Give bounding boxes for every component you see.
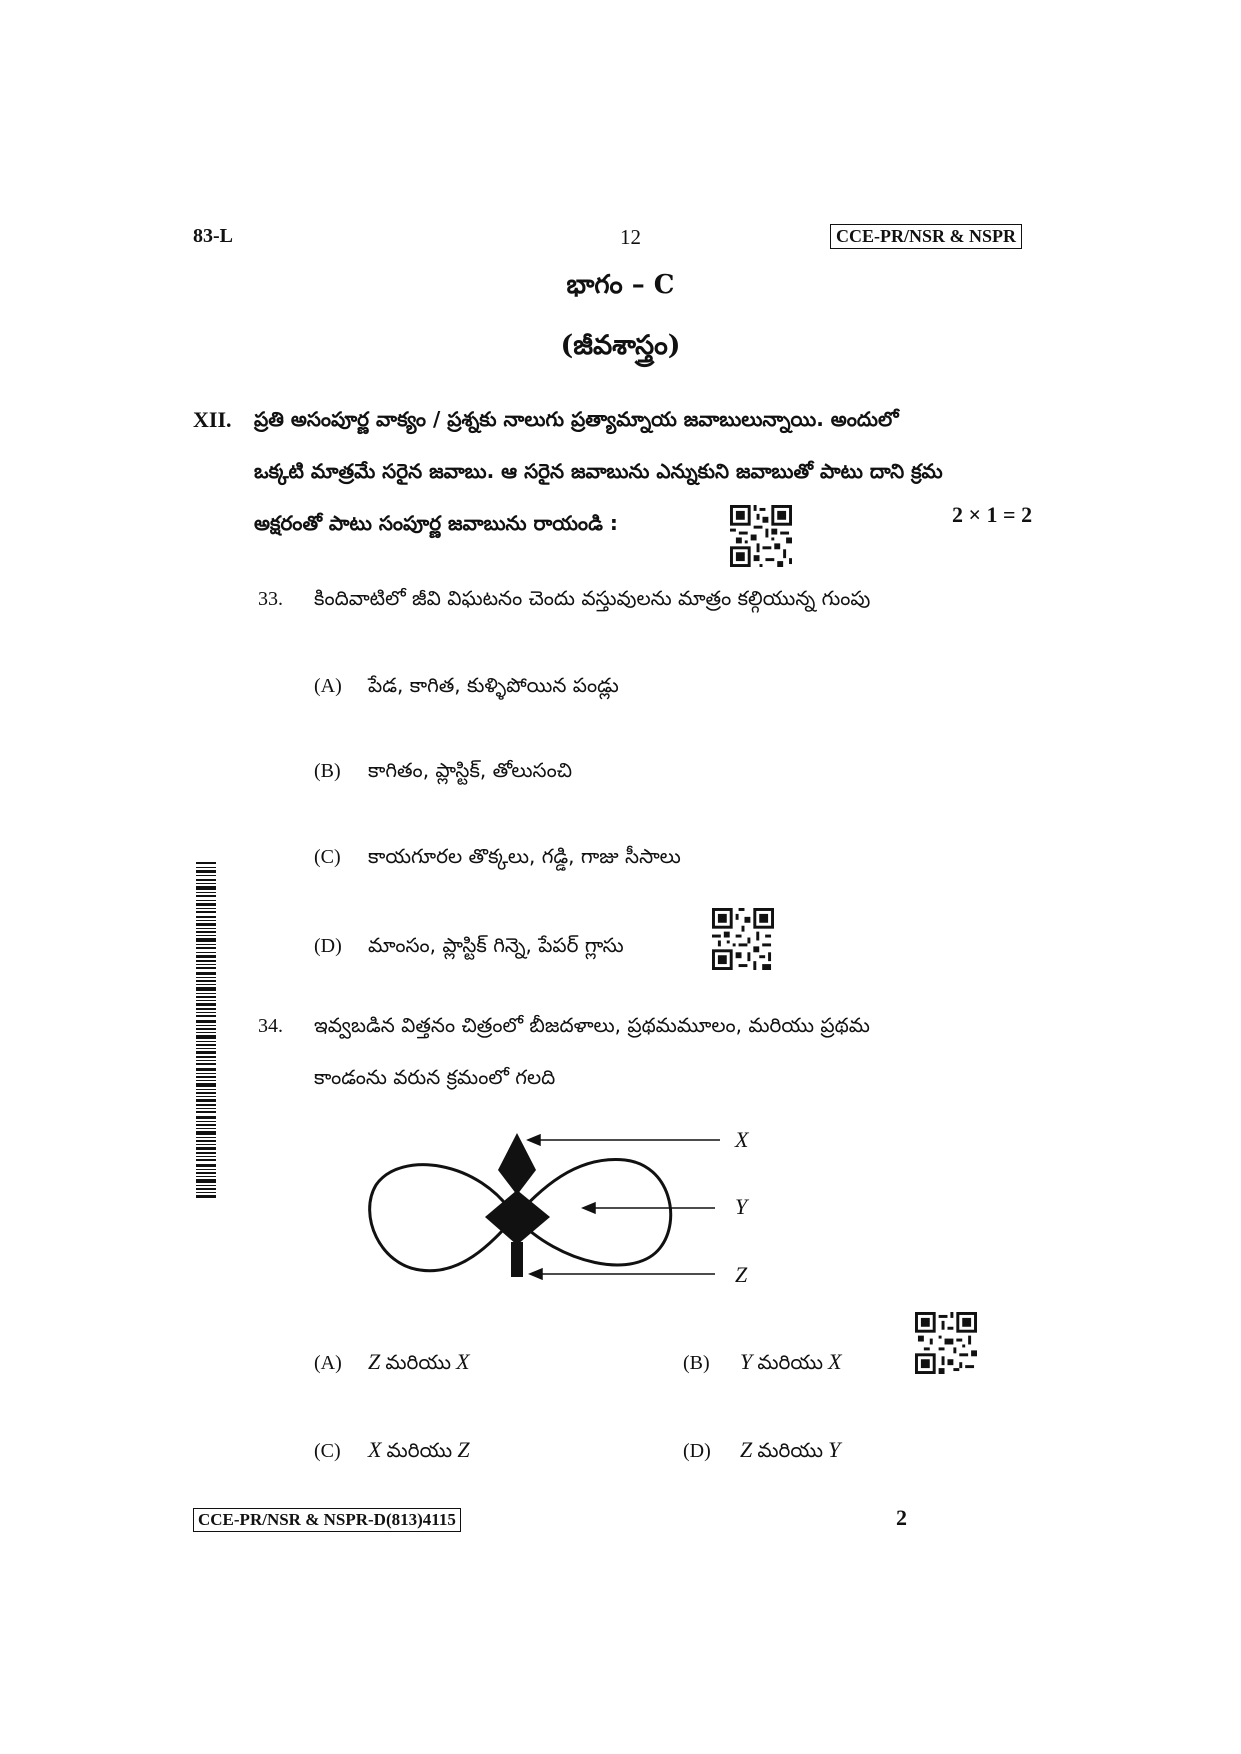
q34-number: 34.	[258, 1015, 283, 1037]
qr-code-icon	[712, 908, 774, 970]
q34-option-a	[368, 1349, 470, 1379]
q33-option-c-label: (C)	[314, 846, 341, 868]
q33-text: కిందివాటిలో జీవి విఘటనం చెందు వస్తువులను మాత్రం కల్గియున్న గుంపు	[314, 586, 871, 610]
exam-code-box: CCE-PR/NSR & NSPR	[830, 224, 1022, 249]
footer-code-box: CCE-PR/NSR & NSPR-D(813)4115	[193, 1508, 461, 1532]
label-x: X	[735, 1127, 749, 1152]
q34-line-1: ఇవ్వబడిన విత్తనం చిత్రంలో బీజదళాలు, ప్రథమమూలం, మరియు ప్రథమ	[314, 1013, 870, 1037]
q33-option-b-text: కాగితం, ప్లాస్టిక్, తోలుసంచి	[368, 758, 573, 782]
label-y: Y	[735, 1194, 748, 1219]
q34-option-b	[740, 1349, 842, 1379]
footer-page-number: 2	[896, 1505, 907, 1530]
q34-option-c-first: X	[368, 1437, 382, 1462]
q34-option-a-second: X	[456, 1349, 470, 1374]
section-number: XII.	[193, 407, 232, 432]
embryo-shape	[485, 1133, 550, 1277]
q34-option-c	[368, 1437, 470, 1467]
q34-option-c-label: (C)	[314, 1440, 341, 1462]
arrow-z	[530, 1269, 715, 1279]
q34-option-d-first: Z	[740, 1437, 753, 1462]
q34-option-c-second: Z	[457, 1437, 470, 1462]
marks-scheme: 2 × 1 = 2	[952, 502, 1033, 527]
part-subtitle: (జీవశాస్త్రం)	[560, 330, 681, 361]
q34-option-d	[740, 1437, 840, 1467]
q34-option-b-conj: మరియు	[757, 1350, 824, 1374]
page-number: 12	[620, 225, 641, 249]
q33-option-d-text: మాంసం, ప్లాస్టిక్ గిన్నె, పేపర్ గ్లాసు	[368, 933, 624, 957]
q34-option-b-second: X	[828, 1349, 842, 1374]
paper-code: 83-L	[193, 225, 233, 247]
arrow-y	[583, 1203, 715, 1213]
q33-option-c-text: కాయగూరల తొక్కలు, గడ్డి, గాజు సీసాలు	[368, 844, 681, 868]
q34-option-d-label: (D)	[683, 1440, 711, 1462]
label-z: Z	[735, 1262, 748, 1287]
q34-option-b-first: Y	[740, 1349, 753, 1374]
q34-option-d-conj: మరియు	[757, 1438, 824, 1462]
q33-option-a-label: (A)	[314, 675, 342, 697]
instruction-line-2: ఒక్కటి మాత్రమే సరైన జవాబు. ఆ సరైన జవాబును ఎన్నుకుని జవాబుతో పాటు దాని క్రమ	[254, 459, 943, 483]
qr-code-icon	[915, 1312, 977, 1374]
q33-option-b-label: (B)	[314, 760, 341, 782]
instruction-line-3: అక్షరంతో పాటు సంపూర్ణ జవాబును రాయండి :	[254, 511, 618, 535]
arrow-x	[528, 1135, 720, 1145]
q34-option-a-first: Z	[368, 1349, 381, 1374]
part-title: భాగం – C	[566, 270, 675, 300]
q34-option-d-second: Y	[828, 1437, 841, 1462]
q33-option-a-text: పేడ, కాగిత, కుళ్ళిపోయిన పండ్లు	[368, 673, 619, 697]
q33-option-d-label: (D)	[314, 935, 342, 957]
q34-option-b-label: (B)	[683, 1352, 710, 1374]
barcode-icon	[196, 862, 216, 1200]
q34-option-c-conj: మరియు	[386, 1438, 453, 1462]
q34-option-a-conj: మరియు	[385, 1350, 452, 1374]
seed-diagram	[360, 1120, 780, 1310]
instruction-line-1: ప్రతి అసంపూర్ణ వాక్యం / ప్రశ్నకు నాలుగు ప్రత్యామ్నాయ జవాబులున్నాయి. అందులో	[254, 407, 899, 431]
q33-number: 33.	[258, 588, 283, 610]
q34-option-a-label: (A)	[314, 1352, 342, 1374]
q34-line-2: కాండంను వరున క్రమంలో గలది	[314, 1065, 556, 1089]
qr-code-icon	[730, 505, 792, 567]
